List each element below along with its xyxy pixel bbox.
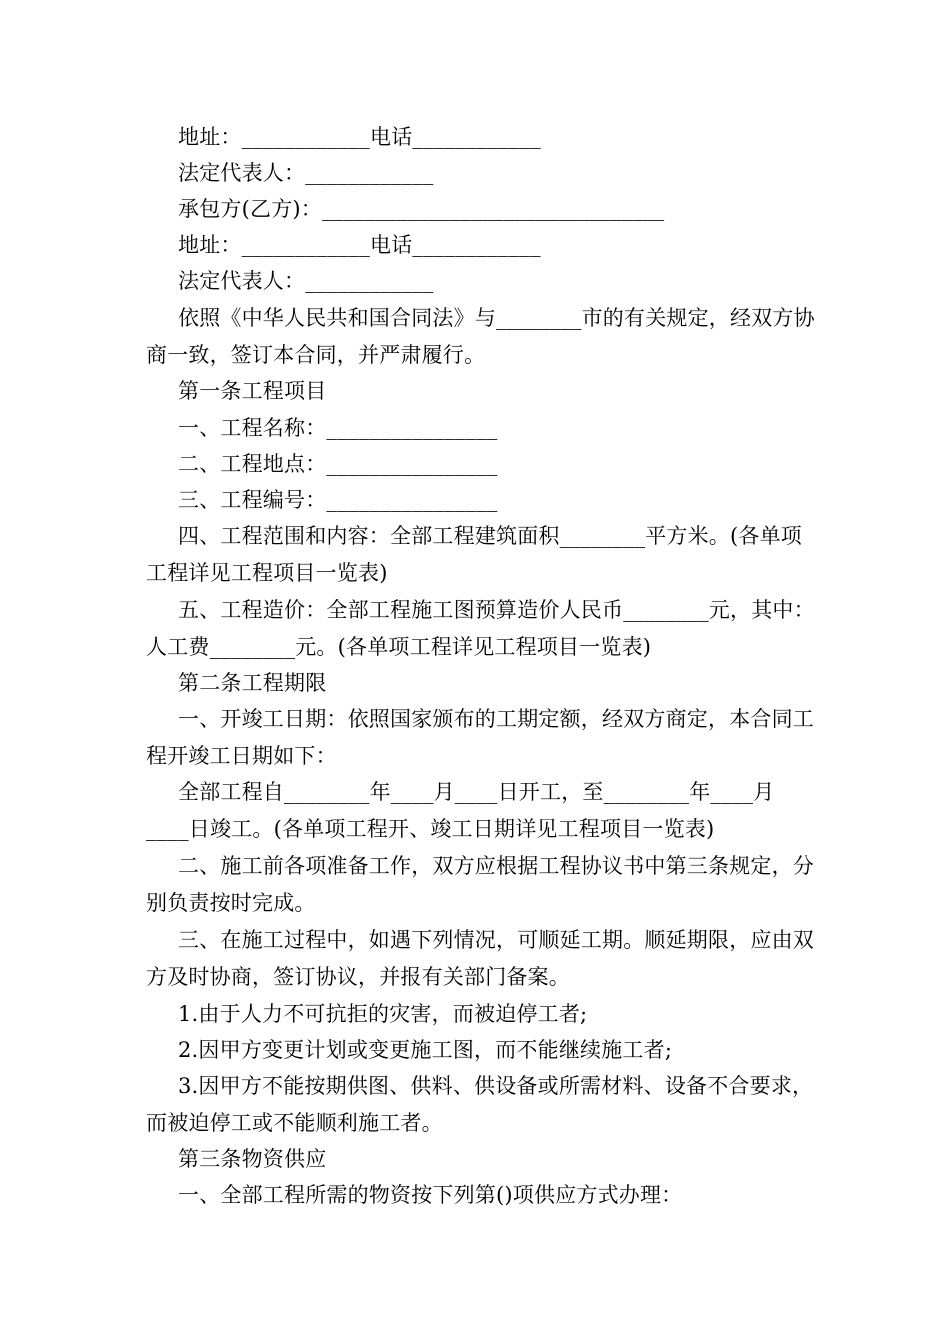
condition-item-3: 3.因甲方不能按期供图、供料、供设备或所需材料、设备不合要求，而被迫停工或不能顺利施工者。 — [146, 1074, 814, 1135]
party-a-address-line: 地址：____________电话____________ — [178, 125, 541, 149]
schedule-dates-paragraph: 全部工程自________年____月____日开工，至________年____月____日竣工。(各单项工程开、竣工日期详见工程项目一览表) — [146, 780, 775, 841]
contractor-party-b-line: 承包方(乙方)：________________________________ — [178, 197, 665, 221]
project-name-line: 一、工程名称：________________ — [178, 416, 498, 440]
preparation-work-paragraph: 二、施工前各项准备工作，双方应根据工程协议书中第三条规定，分别负责按时完成。 — [146, 854, 814, 915]
material-supply-paragraph: 一、全部工程所需的物资按下列第()项供应方式办理： — [178, 1183, 683, 1207]
start-completion-date-paragraph: 一、开竣工日期：依照国家颁布的工期定额，经双方商定，本合同工程开竣工日期如下： — [146, 707, 814, 768]
project-scope-paragraph: 四、工程范围和内容：全部工程建筑面积________平方米。(各单项工程详见工程项目一览表) — [146, 524, 802, 585]
preamble-paragraph: 依照《中华人民共和国合同法》与________市的有关规定，经双方协商一致，签订本合同，并严肃履行。 — [146, 306, 815, 367]
party-b-legal-representative-line: 法定代表人：____________ — [178, 269, 434, 293]
party-b-address-line: 地址：____________电话____________ — [178, 233, 541, 257]
article-3-heading: 第三条物资供应 — [178, 1147, 327, 1171]
party-a-legal-representative-line: 法定代表人：____________ — [178, 161, 434, 185]
extension-conditions-paragraph: 三、在施工过程中，如遇下列情况，可顺延工期。顺延期限，应由双方及时协商，签订协议，并报有关部门备案。 — [146, 928, 814, 989]
article-2-heading: 第二条工程期限 — [178, 671, 327, 695]
project-number-line: 三、工程编号：________________ — [178, 488, 498, 512]
condition-item-1: 1.由于人力不可抗拒的灾害，而被迫停工者; — [178, 1002, 588, 1026]
article-1-heading: 第一条工程项目 — [178, 379, 327, 403]
project-cost-paragraph: 五、工程造价：全部工程施工图预算造价人民币________元，其中：人工费________元。(各单项工程详见工程项目一览表) — [146, 598, 815, 659]
condition-item-2: 2.因甲方变更计划或变更施工图，而不能继续施工者; — [178, 1038, 673, 1062]
project-location-line: 二、工程地点：________________ — [178, 452, 498, 476]
